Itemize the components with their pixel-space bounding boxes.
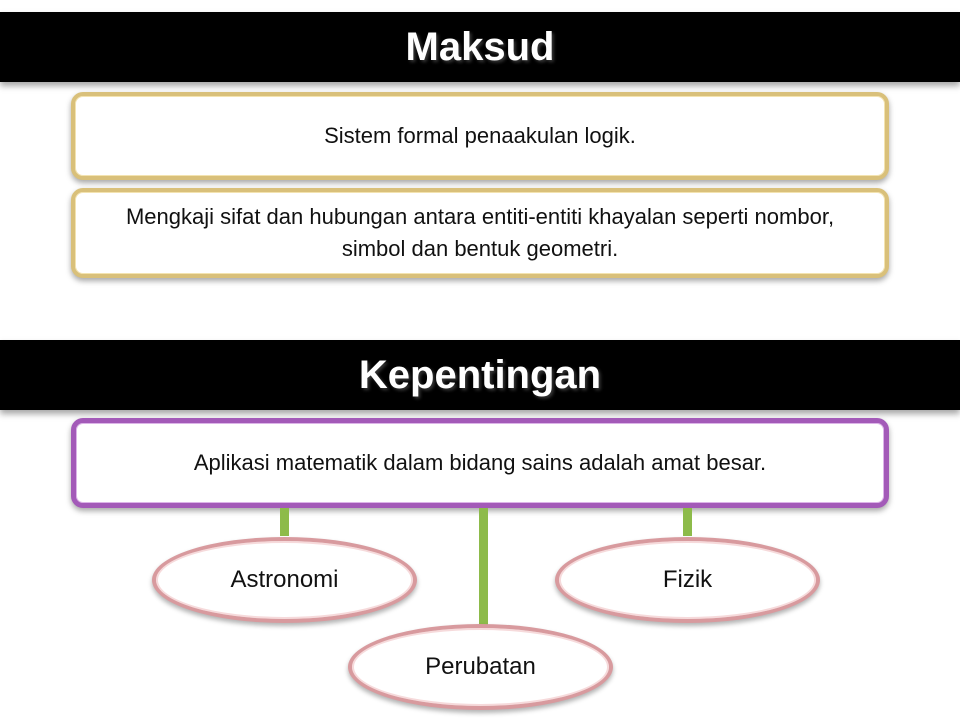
maksud-definition-box-1	[71, 92, 889, 180]
connector-astronomi	[280, 508, 289, 536]
maksud-banner	[0, 12, 960, 82]
kepentingan-banner	[0, 340, 960, 410]
kepentingan-title: Kepentingan	[358, 353, 602, 397]
maksud-definition-text-1: Sistem formal penaakulan logik.	[324, 123, 636, 148]
field-oval-astronomi	[152, 537, 417, 623]
field-label-fizik: Fizik	[662, 566, 713, 593]
field-oval-perubatan	[348, 624, 613, 710]
maksud-definition-text-2: Mengkaji sifat dan hubungan antara entiti-entiti khayalan seperti nombor, simbol dan bentuk geometri.	[125, 204, 835, 261]
maksud-definition-box-2	[71, 188, 889, 278]
field-label-astronomi: Astronomi	[230, 566, 339, 593]
connector-fizik	[683, 508, 692, 536]
maksud-title: Maksud	[405, 25, 555, 69]
field-oval-fizik	[555, 537, 820, 623]
kepentingan-statement-box	[71, 418, 889, 508]
kepentingan-statement-text: Aplikasi matematik dalam bidang sains adalah amat besar.	[193, 450, 767, 475]
connector-perubatan	[479, 508, 488, 626]
field-label-perubatan: Perubatan	[425, 653, 536, 680]
